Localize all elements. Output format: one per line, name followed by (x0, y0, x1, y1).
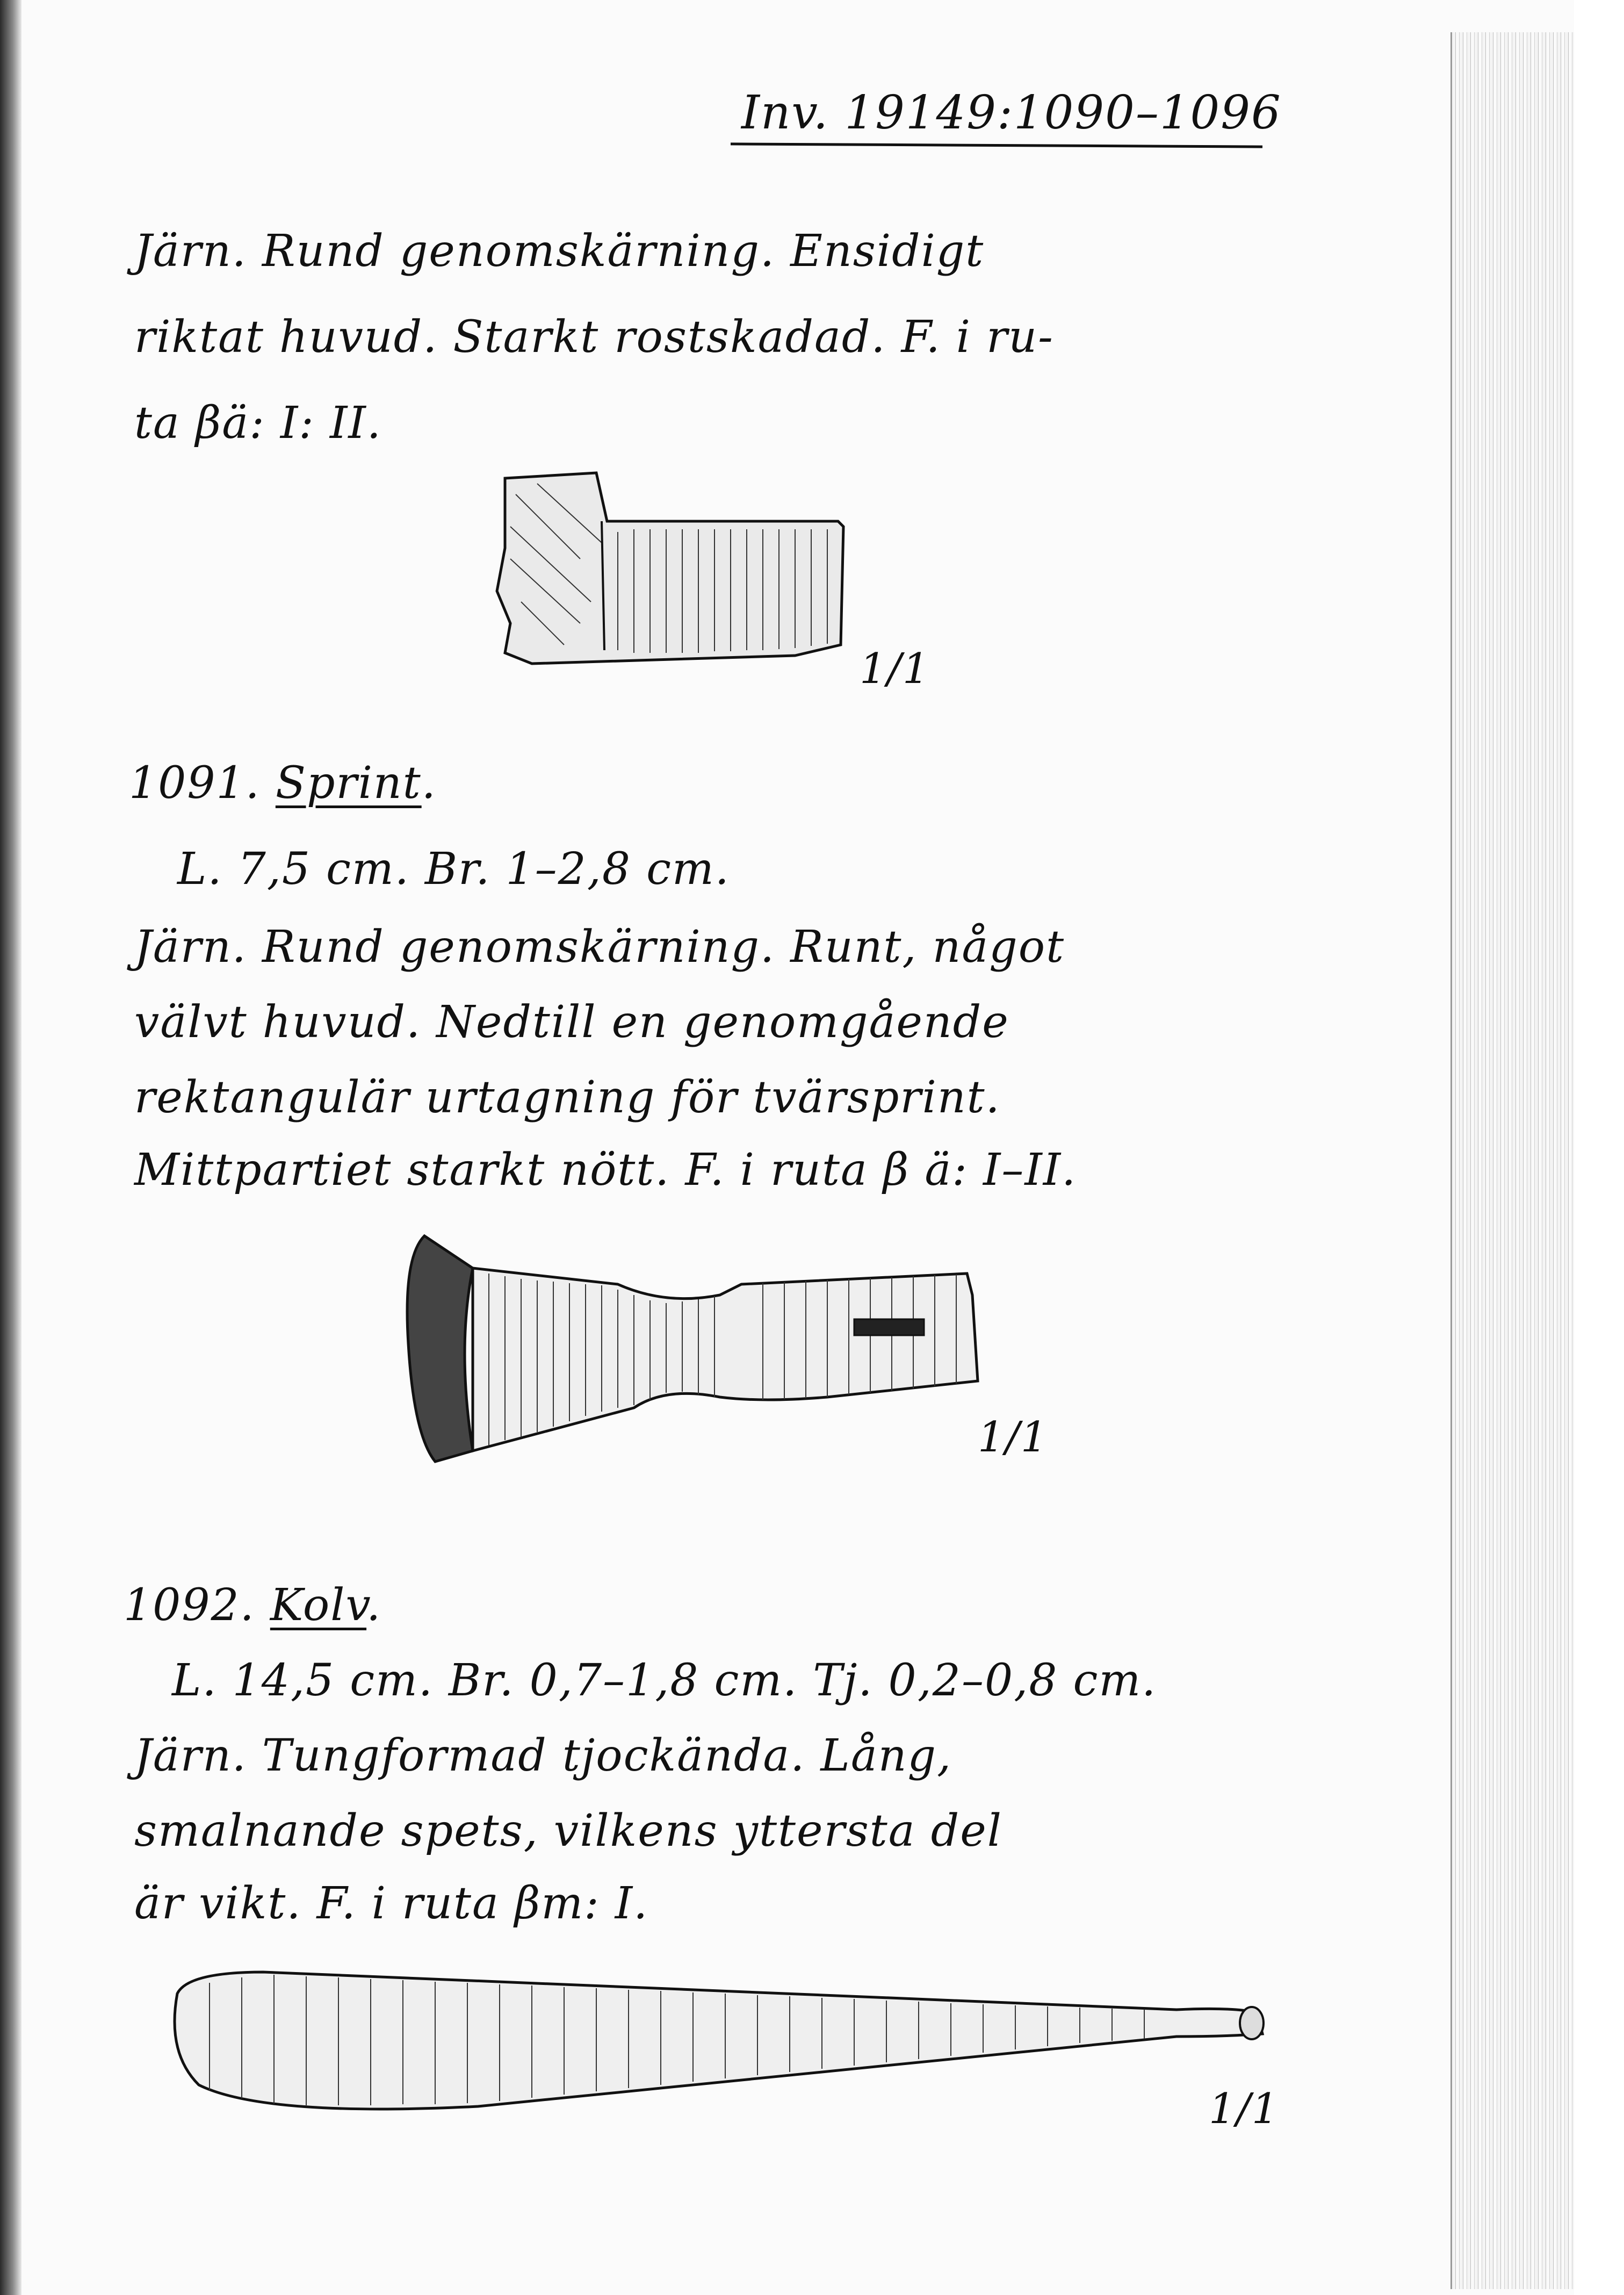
entry-1091-heading (129, 758, 437, 809)
page-edges (1450, 32, 1581, 2289)
drawing-1090-fragment (473, 462, 913, 699)
scale-mark-1091: 1/1 (978, 1413, 1049, 1462)
scale-mark-1092: 1/1 (1209, 2085, 1280, 2133)
page-background-right (1574, 0, 1624, 2295)
entry-1091-line-1: Järn. Rund genomskärning. Runt, något (134, 922, 1065, 973)
entry-1092-name: Kolv (270, 1580, 367, 1631)
entry-1091-line-4: Mittpartiet starkt nött. F. i ruta β ä: I–II. (134, 1145, 1077, 1196)
drawing-1091-linchpin (387, 1225, 988, 1472)
entry-1091-line-2: välvt huvud. Nedtill en genomgående (134, 997, 1009, 1048)
entry-1092-line-1: Järn. Tungformad tjockända. Lång, (134, 1730, 952, 1781)
entry-1092-heading (124, 1580, 381, 1631)
drawing-1092-rod (156, 1961, 1284, 2123)
inventory-underline (731, 142, 1262, 148)
entry-1090-line-2: riktat huvud. Starkt rostskadad. F. i ru- (134, 312, 1054, 363)
entry-1092-line-3: är vikt. F. i ruta βm: I. (134, 1878, 649, 1929)
entry-1091-name-suffix: . (421, 758, 437, 809)
book-spine (0, 0, 21, 2295)
entry-1092-measures: L. 14,5 cm. Br. 0,7–1,8 cm. Tj. 0,2–0,8 cm. (172, 1655, 1157, 1706)
entry-1092-name-suffix: . (366, 1580, 382, 1631)
entry-1091-measures: L. 7,5 cm. Br. 1–2,8 cm. (177, 844, 730, 895)
scale-mark-1090: 1/1 (860, 645, 930, 693)
entry-1091-line-3: rektangulär urtagning för tvärsprint. (134, 1072, 1001, 1123)
entry-1090-line-1: Järn. Rund genomskärning. Ensidigt (134, 226, 985, 277)
entry-1091-name: Sprint (275, 758, 422, 809)
entry-1092-line-2: smalnande spets, vilkens yttersta del (134, 1805, 1002, 1857)
inventory-number: Inv. 19149:1090–1096 (741, 86, 1282, 140)
entry-1092-number: 1092. (124, 1580, 255, 1631)
entry-1091-number: 1091. (129, 758, 261, 809)
entry-1090-line-3: ta βä: I: II. (134, 398, 382, 449)
